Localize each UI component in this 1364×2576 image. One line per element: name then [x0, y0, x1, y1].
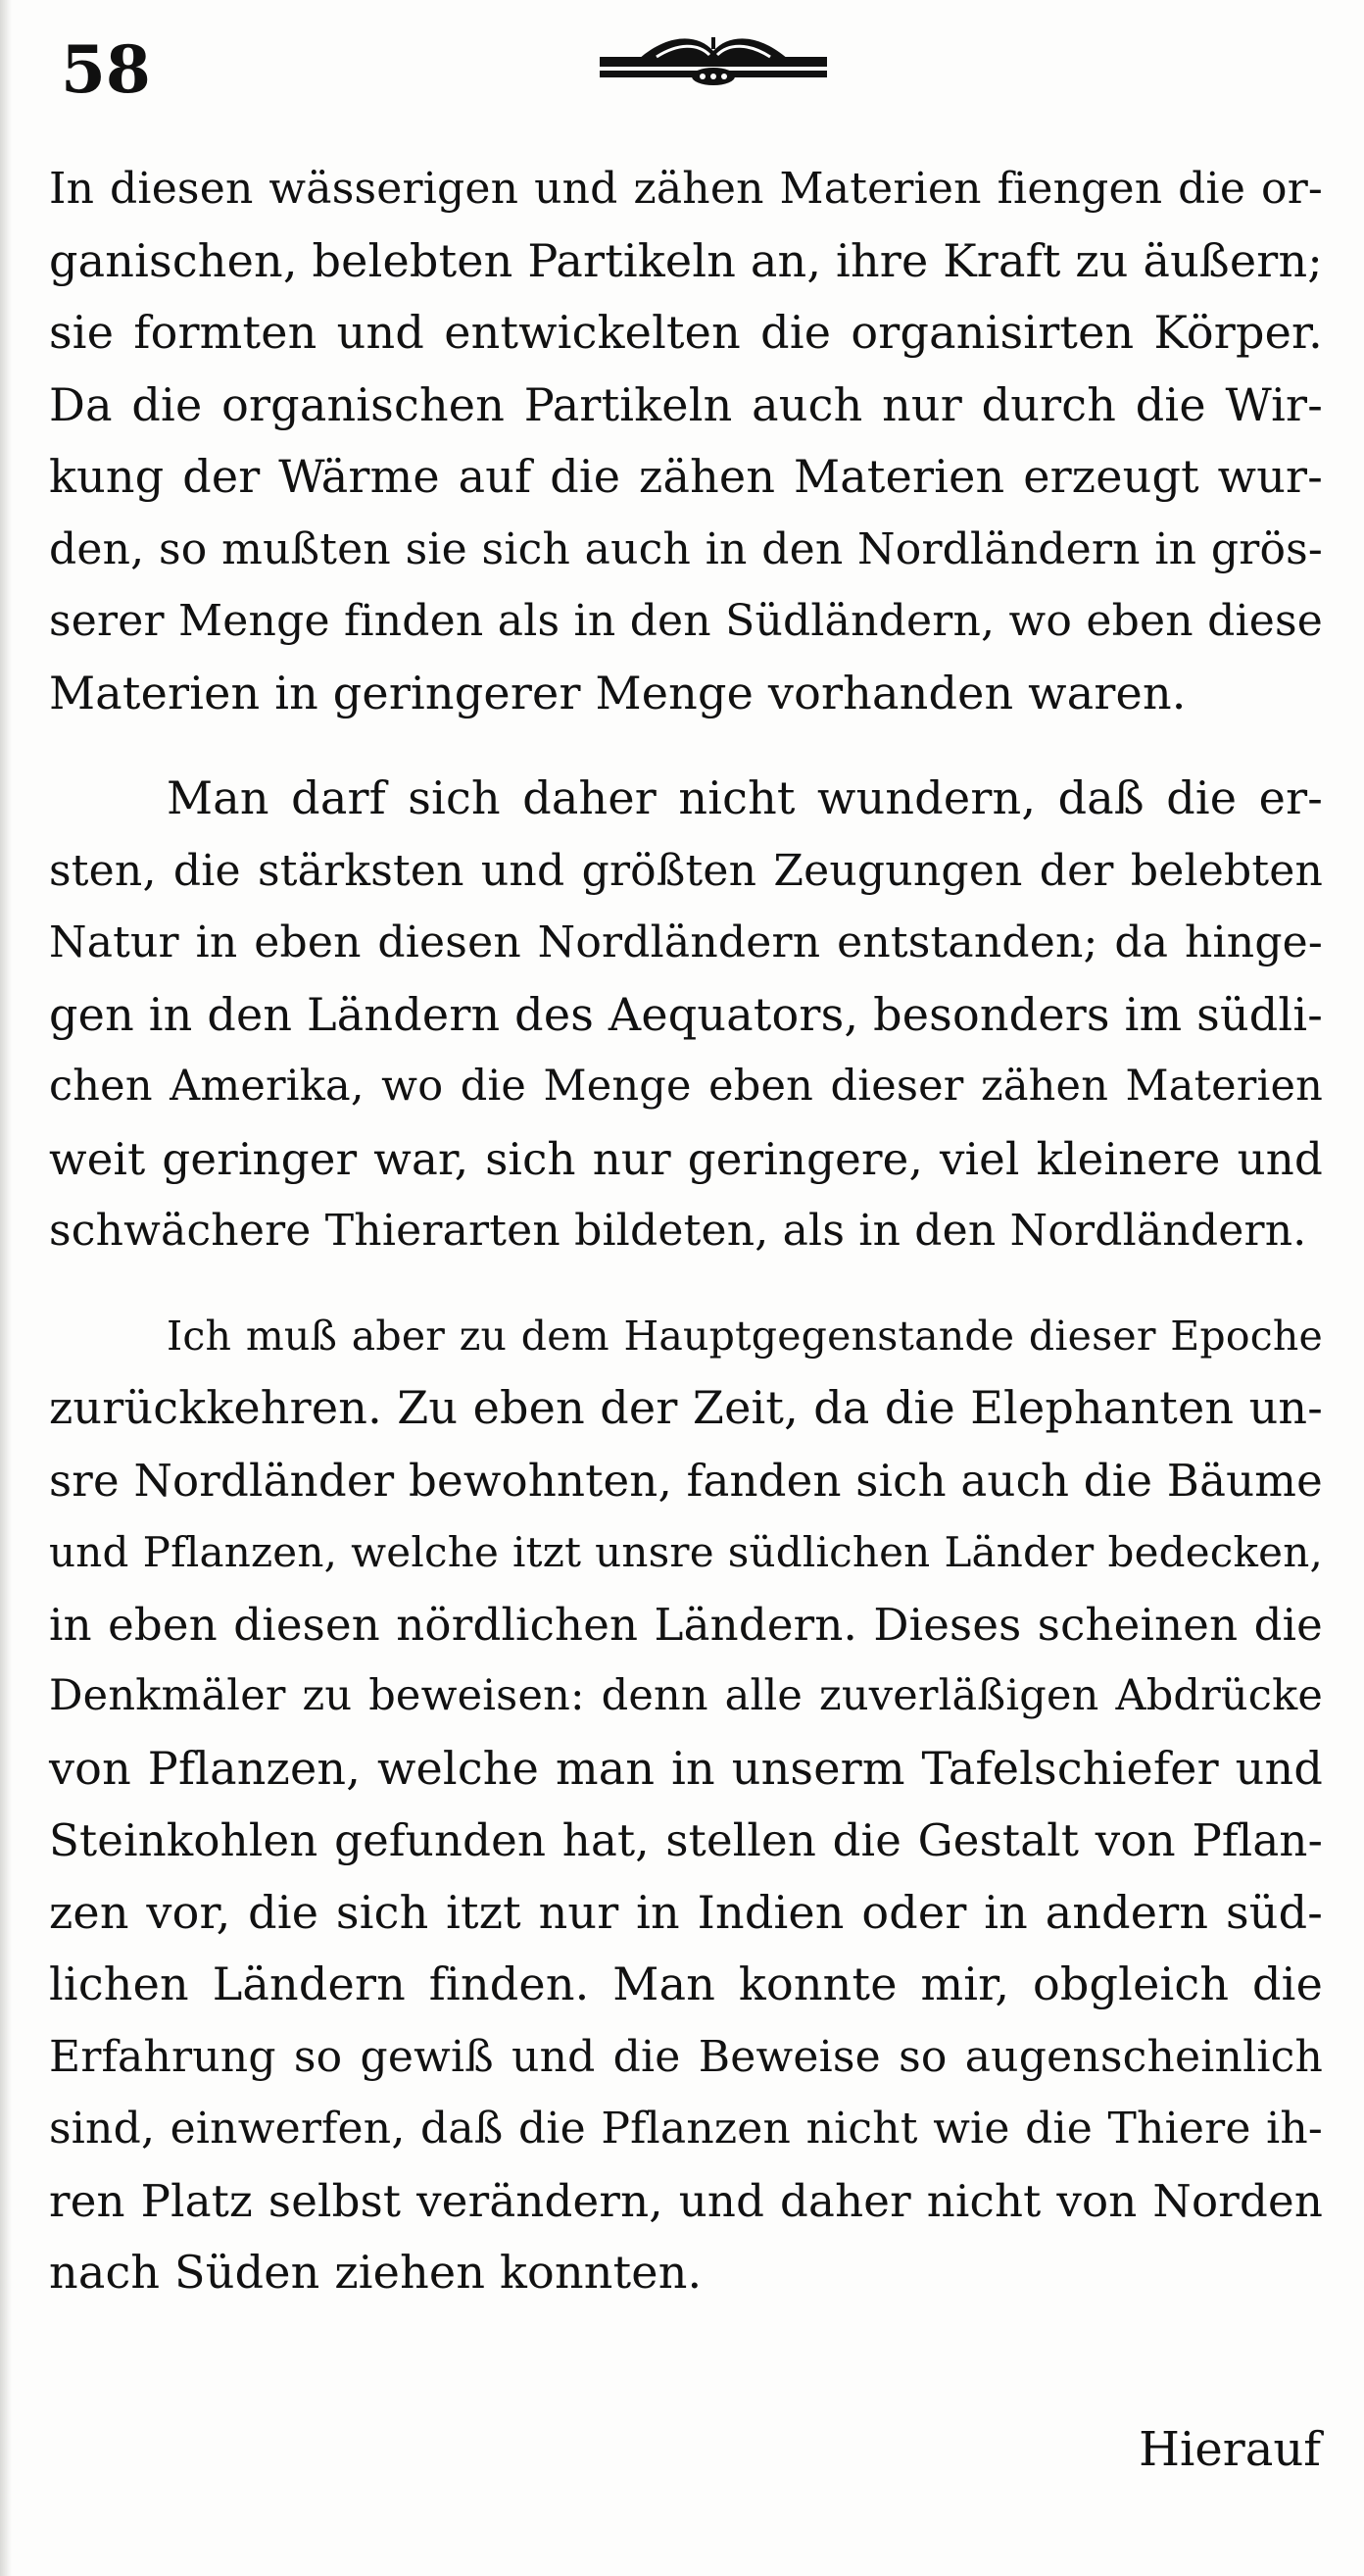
text-line: Da die organischen Partikeln auch nur durch die Wir- [49, 377, 1323, 431]
paragraph-2 [49, 763, 1323, 1267]
text-line: sten, die stärksten und größten Zeugungen der belebten [49, 845, 1323, 896]
text-line: serer Menge finden als in den Südländern, wo eben diese [49, 596, 1323, 646]
text-line: sie formten und entwickelten die organisirten Körper. [49, 306, 1323, 359]
page-edge-shadow [0, 0, 12, 2576]
text-line: Ich muß aber zu dem Hauptgegenstande dieser Epoche [167, 1312, 1323, 1360]
text-line: schwächere Thierarten bildeten, als in den Nordländern. [49, 1206, 1307, 1256]
text-line: von Pflanzen, welche man in unserm Tafelschiefer und [49, 1741, 1323, 1795]
text-line: Steinkohlen gefunden hat, stellen die Gestalt von Pflan- [49, 1814, 1323, 1866]
text-line: und Pflanzen, welche itzt unsre südlichen Länder bedecken, [49, 1528, 1323, 1576]
text-line: Materien in geringerer Menge vorhanden waren. [49, 666, 1187, 719]
text-line: sind, einwerfen, daß die Pflanzen nicht wie die Thiere ih- [49, 2104, 1323, 2154]
text-line: kung der Wärme auf die zähen Materien erzeugt wur- [49, 450, 1323, 503]
text-line: zurückkehren. Zu eben der Zeit, da die Elephanten un- [49, 1381, 1323, 1434]
page-number: 58 [61, 31, 151, 108]
text-line: den, so mußten sie sich auch in den Nordländern in grös- [49, 523, 1323, 574]
text-line: ren Platz selbst verändern, und daher nicht von Norden [49, 2174, 1323, 2227]
text-line: Erfahrung so gewiß und die Beweise so augenscheinlich [49, 2031, 1323, 2082]
paragraph-1 [49, 153, 1323, 729]
text-line: in eben diesen nördlichen Ländern. Dieses scheinen die [49, 1598, 1323, 1651]
headpiece-ornament-icon [600, 29, 827, 98]
text-line: chen Amerika, wo die Menge eben dieser zähen Materien [49, 1062, 1323, 1111]
text-line: Man darf sich daher nicht wundern, daß die er- [167, 771, 1323, 824]
body-text [49, 153, 1323, 2309]
text-line: nach Süden ziehen konnten. [49, 2246, 703, 2299]
text-line: weit geringer war, sich nur geringere, viel kleinere und [49, 1132, 1323, 1185]
text-line: ganischen, belebten Partikeln an, ihre Kraft zu äußern; [49, 233, 1323, 287]
text-line: lichen Ländern finden. Man konnte mir, obgleich die [49, 1957, 1323, 2010]
text-line: In diesen wässerigen und zähen Materien fiengen die or- [49, 164, 1323, 214]
text-line: gen in den Ländern des Aequators, besonders im südli- [49, 987, 1323, 1041]
text-line: Natur in eben diesen Nordländern entstanden; da hinge- [49, 917, 1323, 967]
paragraph-3 [49, 1301, 1323, 2309]
text-line: zen vor, die sich itzt nur in Indien oder in andern süd- [49, 1885, 1323, 1939]
text-line: sre Nordländer bewohnten, fanden sich auch die Bäume [49, 1454, 1323, 1507]
text-line: Denkmäler zu beweisen: denn alle zuverläßigen Abdrücke [49, 1671, 1323, 1720]
catchword: Hierauf [1139, 2422, 1321, 2477]
